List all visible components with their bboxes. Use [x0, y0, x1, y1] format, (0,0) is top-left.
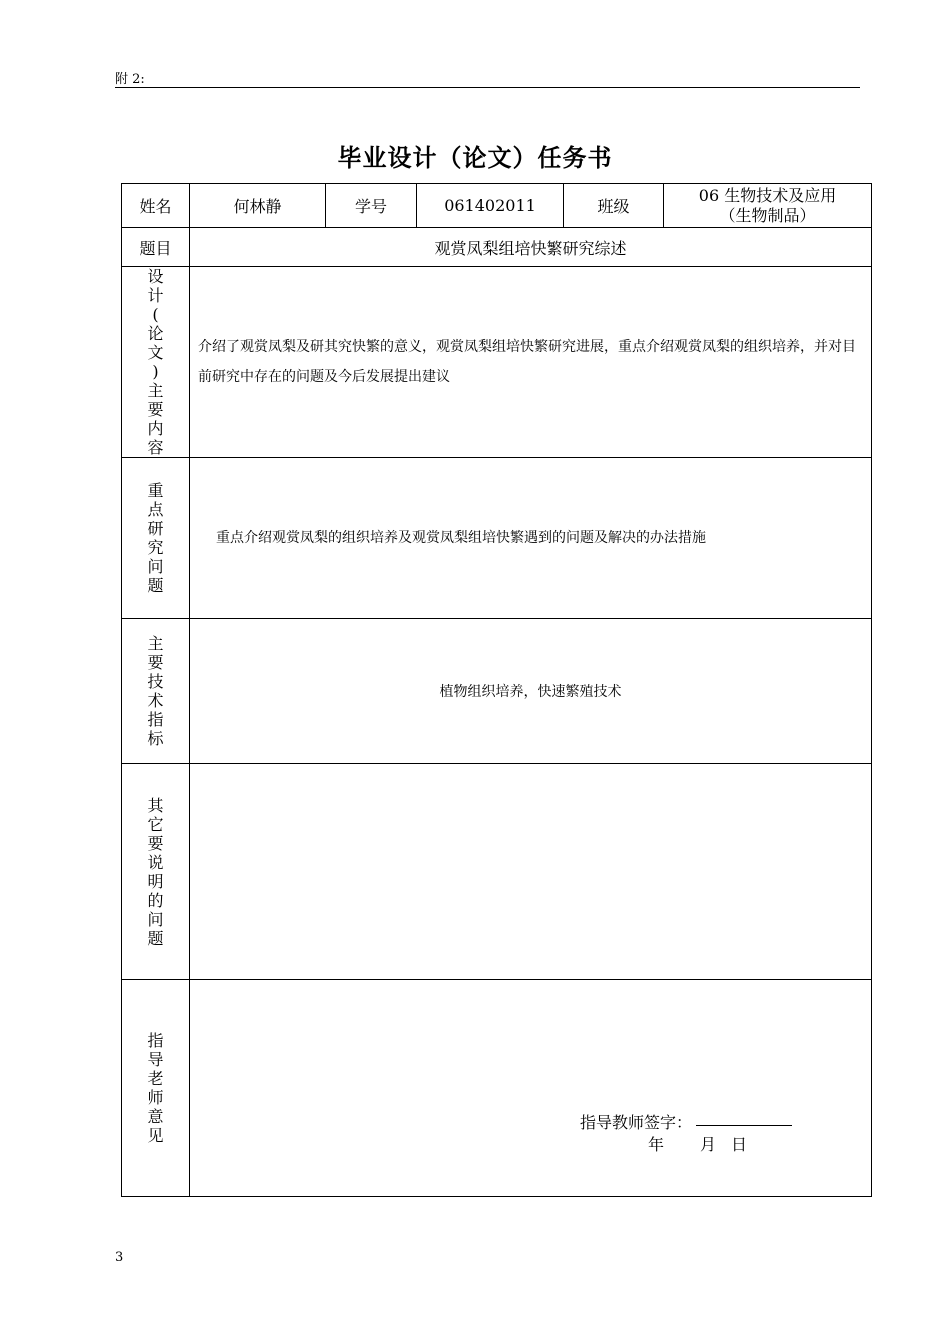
class-label: 班级	[564, 184, 664, 228]
signature-line	[696, 1125, 792, 1126]
other-notes-label: 其 它 要 说 明 的 问 题	[122, 764, 190, 980]
row-other-notes	[122, 764, 872, 980]
signature-label: 指导教师签字：	[580, 1113, 693, 1132]
class-value-line1: 06 生物技术及应用	[698, 185, 837, 205]
page-number: 3	[115, 1250, 124, 1265]
class-value-line2: （生物制品）	[719, 205, 816, 225]
row-advisor-opinion	[122, 980, 872, 1197]
advisor-opinion-area	[190, 980, 872, 1197]
task-form-table	[121, 183, 872, 1197]
row-main-content	[122, 267, 872, 458]
name-label: 姓名	[122, 184, 190, 228]
student-id-label: 学号	[326, 184, 417, 228]
date-day: 日	[731, 1135, 748, 1154]
student-id-value: 061402011	[417, 184, 564, 228]
topic-value: 观赏凤梨组培快繁研究综述	[190, 228, 872, 267]
date-month: 月	[699, 1135, 716, 1154]
name-value: 何林静	[190, 184, 326, 228]
tech-indicators-label: 主 要 技 术 指 标	[122, 619, 190, 764]
key-problems-label: 重 点 研 究 问 题	[122, 458, 190, 619]
main-content-label: 设 计 ( 论 文 ) 主 要 内 容	[122, 267, 190, 458]
signature-date	[627, 1132, 747, 1155]
page-title: 毕业设计（论文）任务书	[337, 144, 613, 172]
row-key-problems	[122, 458, 872, 619]
class-value	[664, 184, 872, 228]
row-student-info	[122, 184, 872, 228]
header-divider	[115, 87, 860, 88]
main-content-text: 介绍了观赏凤梨及研其究快繁的意义，观赏凤梨组培快繁研究进展，重点介绍观赏凤梨的组织培养，并对目前研究中存在的问题及今后发展提出建议	[190, 267, 872, 458]
other-notes-text	[190, 764, 872, 980]
topic-label: 题目	[122, 228, 190, 267]
advisor-signature	[580, 1110, 792, 1133]
row-topic	[122, 228, 872, 267]
tech-indicators-text: 植物组织培养，快速繁殖技术	[190, 619, 872, 764]
key-problems-text: 重点介绍观赏凤梨的组织培养及观赏凤梨组培快繁遇到的问题及解决的办法措施	[190, 458, 872, 619]
row-tech-indicators	[122, 619, 872, 764]
advisor-opinion-label: 指 导 老 师 意 见	[122, 980, 190, 1197]
header-note: 附 2:	[115, 72, 145, 87]
date-year: 年	[647, 1135, 664, 1154]
